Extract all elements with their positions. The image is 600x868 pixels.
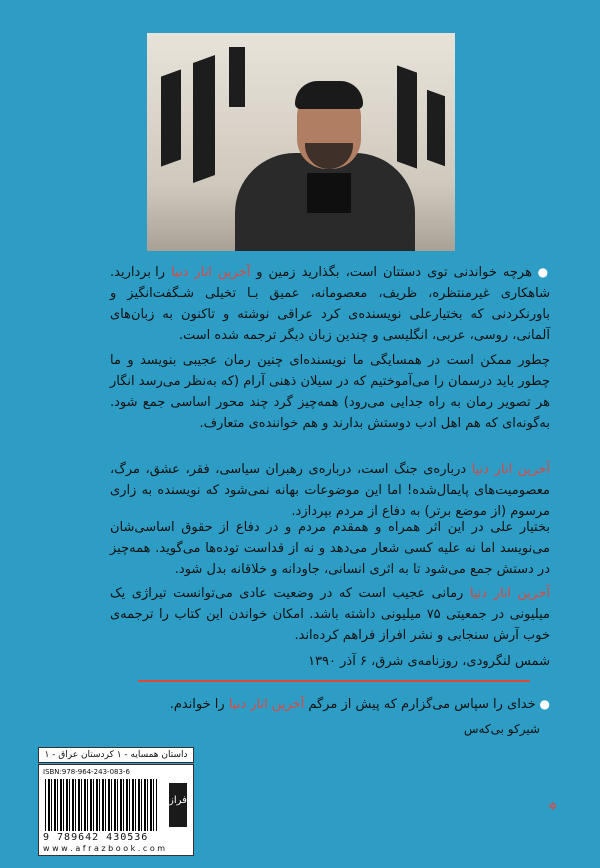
blurb-paragraph-3 [110,459,550,522]
poet-signature: شیرکو بی‌کەس [463,722,540,736]
barcode [45,779,157,831]
paragraph-text: را خواندم. [169,697,225,712]
author-photo [147,33,455,251]
publisher-logo-text: افراز [169,795,190,806]
bullet-icon: ● [535,697,550,711]
series-label: داستان همسایه - ۱ کردستان عراق - ۱ [38,747,194,763]
isbn-barcode-box [38,764,194,856]
reviewer-signature: شمس لنگرودی، روزنامه‌ی شرق، ۶ آذر ۱۳۹۰ [308,654,550,669]
paragraph-text: رمانی عجیب است که در وضعیت عادی می‌توانست تیراژی یک میلیونی در جمعیتی ۷۵ میلیونی داشته باشد. امکان خواندن این کتاب را ترجمه‌ی خوب آرش سنجابی و نشر افراز فراهم کرده‌اند. [110,586,550,643]
blurb-paragraph-1 [110,262,550,346]
paragraph-text: درباره‌ی جنگ است، درباره‌ی رهبران سیاسی، فقر، عشق، مرگ، معصومیت‌های پایمال‌شده! اما این موضوعات بهانه نمی‌شود که نویسنده به زاری مرسوم (از موضع برتر) به دفاع از مردم بپردازد. [110,462,550,519]
paragraph-text: هرچه خواندنی توی دستتان است، بگذارید زمین و [256,265,532,280]
blurb-paragraph-2 [110,350,550,434]
publisher-logo-wall-mark [161,69,181,166]
barcode-number: 9 789642 430536 [43,832,149,843]
second-quote [110,694,550,715]
publisher-logo-wall-mark [427,90,445,167]
publisher-logo-wall-mark [193,55,215,183]
divider [138,680,530,682]
book-title-highlight: آخرین انار دنیا [228,697,305,712]
paragraph-text: بختیار علی در این اثر همراه و همقدم مردم و در دفاع از حقوق اساسی‌شان می‌نویسد اما نه علیه کسی شعار می‌دهد و نه از قداست توده‌ها می‌گوید. همه‌چیز در دستش جمع می‌شود تا به اثری انسانی، جاودانه و خلاقانه بدل شود. [110,520,550,577]
blurb-paragraph-5 [110,583,550,646]
publisher-website: w w w . a f r a z b o o k . c o m [43,844,166,853]
registration-mark-icon: ✲ [548,800,558,813]
blurb-paragraph-4 [110,517,550,580]
isbn-text: ISBN:978-964-243-083-6 [43,768,130,776]
publisher-logo-wall-mark [229,47,245,107]
publisher-logo-wall-mark [397,65,417,168]
book-title-highlight: آخرین انار دنیا [171,265,251,280]
paragraph-text: را بردارید. شاهکاری غیرمنتظره، ظریف، معصومانه، عمیق بـا تخیلی شـگفت‌انگیز و باورنکردنی که بختیارعلی نویسنده‌ی کرد عراقی نوشته و تاکنون به زبان‌های آلمانی، روسی، عربی، انگلیسی و چندین زبان دیگر ترجمه شده است. [110,265,550,343]
book-title-highlight: آخرین انار دنیا [469,586,550,601]
paragraph-text: خدای را سپاس می‌گزارم که پیش از مرگم [308,697,536,712]
bullet-icon: ● [531,265,550,279]
book-title-highlight: آخرین انار دنیا [471,462,551,477]
author-scarf [307,173,351,213]
publisher-logo [169,783,190,827]
author-hair [295,81,363,109]
paragraph-text: چطور ممکن است در همسایگی ما نویسنده‌ای چنین رمان عجیبی بنویسد و ما چطور باید درسمان را می‌آموختیم که در سیلان ذهنی آرام (که به‌نظر می‌رسد انگار هر تصویر رمان به راه جدایی می‌رود) همه‌چیز گرد چند محور اساسی جمع شود. به‌گونه‌ای که هم اهل ادب دوستش بدارند و هم خواننده‌ی متعارف. [110,353,550,431]
